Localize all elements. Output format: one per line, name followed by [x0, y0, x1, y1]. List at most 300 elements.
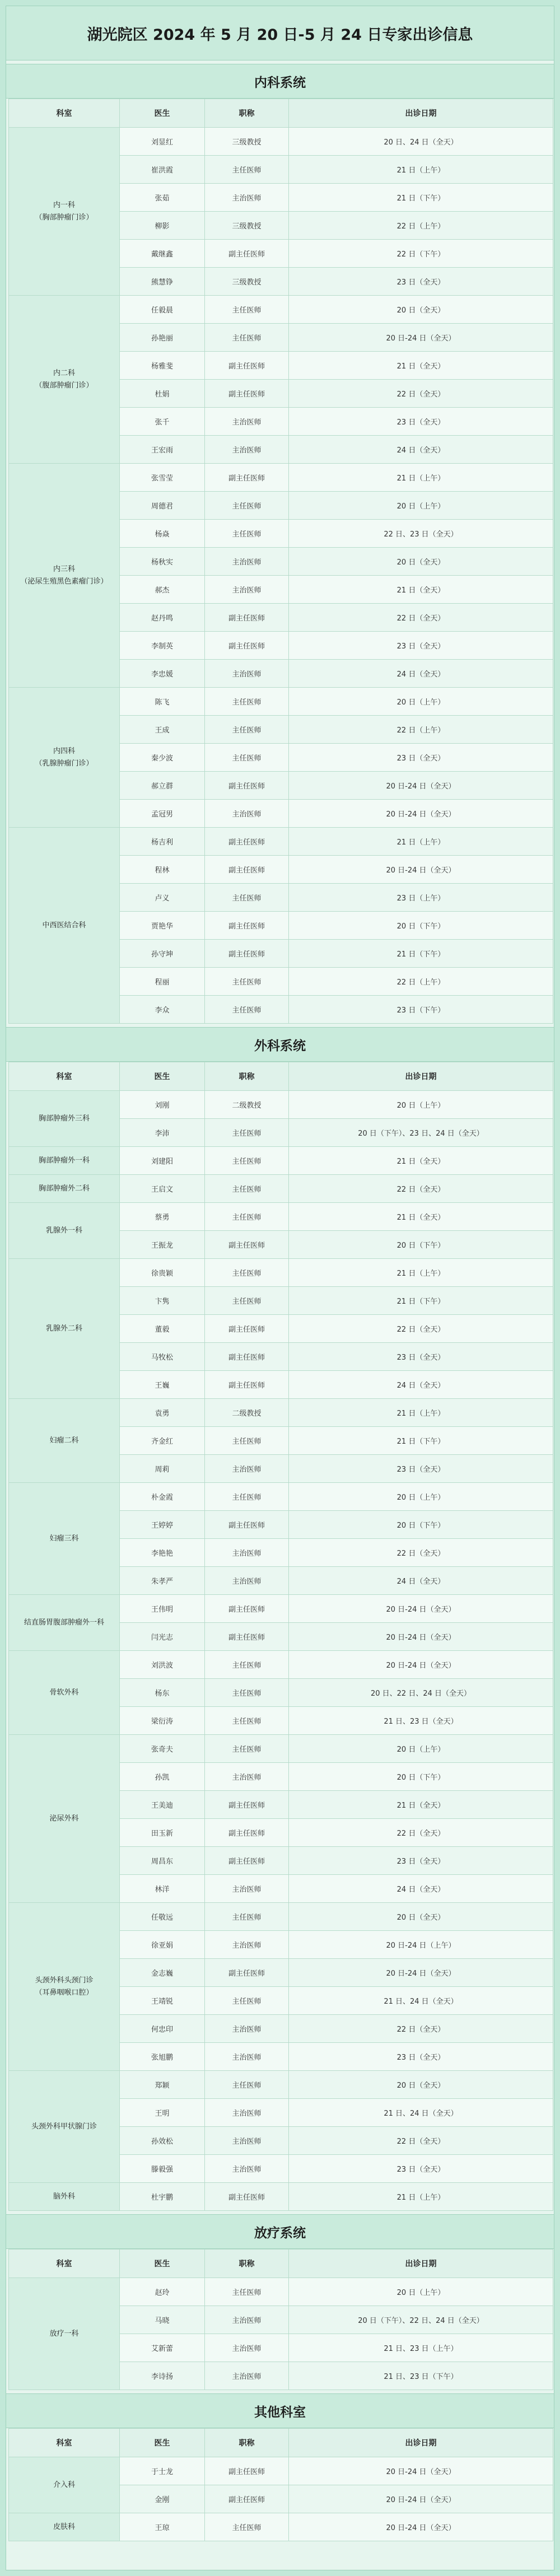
- clinic-dates: 21 日（上午）: [289, 828, 553, 856]
- doctor-title: 副主任医师: [205, 1847, 289, 1875]
- doctor-title: 主治医师: [205, 2099, 289, 2127]
- doctor-name: 朴金霞: [120, 1483, 205, 1511]
- department-cell: [9, 296, 120, 464]
- doctor-name: 卞隽: [120, 1287, 205, 1315]
- table-row: [9, 1147, 553, 1175]
- schedule-table: [8, 99, 553, 1024]
- doctor-title: 副主任医师: [205, 856, 289, 884]
- doctor-title: 副主任医师: [205, 464, 289, 492]
- doctor-title: 副主任医师: [205, 1595, 289, 1623]
- doctor-name: 任毅晨: [120, 296, 205, 324]
- doctor-name: 王靖锐: [120, 1987, 205, 2015]
- clinic-dates: 20 日（下午）、22 日、24 日（全天）: [289, 2306, 553, 2334]
- clinic-dates: 20 日（下午）: [289, 912, 553, 940]
- department-cell: [9, 1651, 120, 1735]
- header-title: 职称: [205, 99, 289, 128]
- doctor-name: 王婷婷: [120, 1511, 205, 1539]
- department-cell: [9, 1903, 120, 2071]
- clinic-dates: 21 日、24 日（全天）: [289, 2099, 553, 2127]
- header-doctor: 医生: [120, 2429, 205, 2457]
- doctor-name: 马牧松: [120, 1343, 205, 1371]
- doctor-name: 周昌东: [120, 1847, 205, 1875]
- doctor-title: 主任医师: [205, 968, 289, 996]
- table-row: [9, 1175, 553, 1203]
- department-cell: [9, 2278, 120, 2390]
- clinic-dates: 23 日（全天）: [289, 268, 553, 296]
- doctor-name: 刘洪波: [120, 1651, 205, 1679]
- clinic-dates: 20 日（全天）: [289, 548, 553, 576]
- doctor-name: 孙守坤: [120, 940, 205, 968]
- doctor-title: 主治医师: [205, 548, 289, 576]
- doctor-name: 孟冠男: [120, 800, 205, 828]
- table-row: [9, 2513, 553, 2541]
- department-name-line: 头颈外科甲状腺门诊: [31, 2122, 97, 2131]
- clinic-dates: 20 日-24 日（全天）: [289, 1651, 553, 1679]
- header-dates: 出诊日期: [289, 2250, 553, 2278]
- clinic-dates: 23 日（全天）: [289, 2155, 553, 2183]
- doctor-title: 副主任医师: [205, 1791, 289, 1819]
- doctor-name: 孙艳丽: [120, 324, 205, 352]
- table-header-row: [9, 2250, 553, 2278]
- doctor-name: 秦少波: [120, 744, 205, 772]
- doctor-title: 主任医师: [205, 492, 289, 520]
- clinic-dates: 21 日（上午）: [289, 1399, 553, 1427]
- doctor-title: 主治医师: [205, 1567, 289, 1595]
- doctor-title: 主任医师: [205, 744, 289, 772]
- header-title: 职称: [205, 2429, 289, 2457]
- doctor-name: 袁勇: [120, 1399, 205, 1427]
- header-dates: 出诊日期: [289, 1062, 553, 1091]
- clinic-dates: 21 日、23 日（上午）: [289, 2334, 553, 2362]
- clinic-dates: 22 日（上午）: [289, 968, 553, 996]
- department-name-line: （乳腺肿瘤门诊）: [35, 759, 94, 768]
- doctor-title: 主治医师: [205, 1875, 289, 1903]
- doctor-title: 副主任医师: [205, 1315, 289, 1343]
- doctor-name: 何忠印: [120, 2015, 205, 2043]
- department-cell: [9, 464, 120, 688]
- doctor-name: 郑颖: [120, 2071, 205, 2099]
- doctor-name: 王琼: [120, 2513, 205, 2541]
- table-row: [9, 128, 553, 156]
- doctor-name: 徐亚娟: [120, 1931, 205, 1959]
- doctor-title: 副主任医师: [205, 1371, 289, 1399]
- doctor-title: 主治医师: [205, 576, 289, 604]
- clinic-dates: 20 日（下午）: [289, 1763, 553, 1791]
- department-cell: [9, 1259, 120, 1399]
- doctor-title: 主任医师: [205, 2071, 289, 2099]
- table-row: [9, 2183, 553, 2211]
- schedule-page: [6, 6, 554, 2570]
- section-heading: 放疗系统: [6, 2214, 554, 2249]
- clinic-dates: 20 日（全天）: [289, 2071, 553, 2099]
- clinic-dates: 21 日（下午）: [289, 1427, 553, 1455]
- clinic-dates: 23 日（全天）: [289, 744, 553, 772]
- header-title: 职称: [205, 1062, 289, 1091]
- doctor-title: 主任医师: [205, 1679, 289, 1707]
- doctor-title: 主任医师: [205, 1987, 289, 2015]
- table-row: [9, 1651, 553, 1679]
- doctor-name: 王明: [120, 2099, 205, 2127]
- clinic-dates: 24 日（全天）: [289, 436, 553, 464]
- doctor-title: 主任医师: [205, 884, 289, 912]
- sections-container: [6, 64, 554, 2541]
- clinic-dates: 20 日-24 日（全天）: [289, 1623, 553, 1651]
- clinic-dates: 23 日（全天）: [289, 1847, 553, 1875]
- clinic-dates: 21 日（上午）: [289, 464, 553, 492]
- table-row: [9, 1735, 553, 1763]
- doctor-title: 副主任医师: [205, 632, 289, 660]
- table-row: [9, 1903, 553, 1931]
- doctor-name: 程丽: [120, 968, 205, 996]
- doctor-name: 王成: [120, 716, 205, 744]
- clinic-dates: 22 日（全天）: [289, 1539, 553, 1567]
- clinic-dates: 24 日（全天）: [289, 1371, 553, 1399]
- clinic-dates: 20 日-24 日（全天）: [289, 800, 553, 828]
- department-cell: [9, 1483, 120, 1595]
- clinic-dates: 23 日（全天）: [289, 632, 553, 660]
- doctor-name: 李制英: [120, 632, 205, 660]
- doctor-title: 主任医师: [205, 1483, 289, 1511]
- table-row: [9, 464, 553, 492]
- clinic-dates: 22 日、23 日（全天）: [289, 520, 553, 548]
- table-row: [9, 2278, 553, 2306]
- clinic-dates: 20 日、22 日、24 日（全天）: [289, 1679, 553, 1707]
- doctor-name: 梁衍涛: [120, 1707, 205, 1735]
- header-department: 科室: [9, 1062, 120, 1091]
- doctor-name: 林洋: [120, 1875, 205, 1903]
- table-header-row: [9, 99, 553, 128]
- doctor-title: 二级教授: [205, 1399, 289, 1427]
- clinic-dates: 23 日（下午）: [289, 996, 553, 1024]
- department-name-line: 胸部肿瘤外一科: [38, 1156, 90, 1165]
- clinic-dates: 21 日（全天）: [289, 1791, 553, 1819]
- doctor-title: 主治医师: [205, 2015, 289, 2043]
- doctor-name: 李忠媛: [120, 660, 205, 688]
- table-row: [9, 1091, 553, 1119]
- department-name-line: 皮肤科: [53, 2522, 75, 2531]
- doctor-name: 杜娟: [120, 380, 205, 408]
- clinic-dates: 20 日（下午）: [289, 1511, 553, 1539]
- department-cell: [9, 688, 120, 828]
- doctor-title: 二级教授: [205, 1091, 289, 1119]
- department-name-line: 内二科: [53, 368, 75, 377]
- table-row: [9, 2071, 553, 2099]
- doctor-title: 副主任医师: [205, 1819, 289, 1847]
- doctor-name: 董毅: [120, 1315, 205, 1343]
- department-name-line: （耳鼻咽喉口腔）: [35, 1988, 94, 1997]
- schedule-table: [8, 2249, 553, 2390]
- department-name-line: （胸部肿瘤门诊）: [35, 213, 94, 222]
- department-cell: [9, 1595, 120, 1651]
- clinic-dates: 22 日（全天）: [289, 1175, 553, 1203]
- department-cell: [9, 1203, 120, 1259]
- clinic-dates: 20 日-24 日（全天）: [289, 2457, 553, 2485]
- doctor-title: 主治医师: [205, 1455, 289, 1483]
- department-name-line: 结直肠胃腹部肿瘤外一科: [24, 1618, 104, 1627]
- header-title: 职称: [205, 2250, 289, 2278]
- doctor-title: 主任医师: [205, 1175, 289, 1203]
- department-cell: [9, 1175, 120, 1203]
- department-name-line: 内三科: [53, 564, 75, 573]
- doctor-name: 朱孝严: [120, 1567, 205, 1595]
- clinic-dates: 20 日、24 日（全天）: [289, 128, 553, 156]
- department-name-line: 乳腺外二科: [45, 1324, 82, 1333]
- table-row: [9, 1259, 553, 1287]
- doctor-name: 张奇夫: [120, 1735, 205, 1763]
- doctor-title: 主治医师: [205, 436, 289, 464]
- clinic-dates: 20 日（上午）: [289, 688, 553, 716]
- doctor-name: 杨秋实: [120, 548, 205, 576]
- clinic-dates: 21 日（下午）: [289, 940, 553, 968]
- doctor-title: 主治医师: [205, 408, 289, 436]
- department-name-line: 泌尿外科: [49, 1814, 79, 1823]
- doctor-name: 徐贵颖: [120, 1259, 205, 1287]
- department-cell: [9, 828, 120, 1024]
- clinic-dates: 20 日（下午）: [289, 1231, 553, 1259]
- doctor-name: 刘显红: [120, 128, 205, 156]
- doctor-name: 陈飞: [120, 688, 205, 716]
- doctor-name: 周德君: [120, 492, 205, 520]
- clinic-dates: 20 日（上午）: [289, 2278, 553, 2306]
- doctor-name: 崔洪霞: [120, 156, 205, 184]
- doctor-name: 王伟明: [120, 1595, 205, 1623]
- doctor-name: 刘建阳: [120, 1147, 205, 1175]
- department-name-line: 放疗一科: [49, 2329, 79, 2338]
- doctor-title: 主治医师: [205, 1931, 289, 1959]
- clinic-dates: 21 日（下午）: [289, 1287, 553, 1315]
- department-cell: [9, 2457, 120, 2513]
- doctor-title: 副主任医师: [205, 352, 289, 380]
- clinic-dates: 22 日（全天）: [289, 2127, 553, 2155]
- header-doctor: 医生: [120, 99, 205, 128]
- clinic-dates: 20 日-24 日（全天）: [289, 1595, 553, 1623]
- doctor-name: 李艳艳: [120, 1539, 205, 1567]
- doctor-name: 于士龙: [120, 2457, 205, 2485]
- department-name-line: 内一科: [53, 200, 75, 209]
- department-name-line: 中西医结合科: [42, 921, 86, 930]
- doctor-name: 张千: [120, 408, 205, 436]
- doctor-name: 杜宇鹏: [120, 2183, 205, 2211]
- table-row: [9, 828, 553, 856]
- doctor-name: 张雪莹: [120, 464, 205, 492]
- clinic-dates: 21 日、23 日（下午）: [289, 2362, 553, 2390]
- table-header-row: [9, 2429, 553, 2457]
- doctor-name: 滕毅强: [120, 2155, 205, 2183]
- doctor-title: 三级教授: [205, 212, 289, 240]
- clinic-dates: 21 日（上午）: [289, 156, 553, 184]
- doctor-name: 闫光志: [120, 1623, 205, 1651]
- doctor-name: 李沛: [120, 1119, 205, 1147]
- clinic-dates: 20 日-24 日（全天）: [289, 856, 553, 884]
- doctor-name: 金志巍: [120, 1959, 205, 1987]
- doctor-title: 主治医师: [205, 1763, 289, 1791]
- table-row: [9, 1399, 553, 1427]
- clinic-dates: 20 日-24 日（全天）: [289, 772, 553, 800]
- doctor-name: 赵玲: [120, 2278, 205, 2306]
- doctor-name: 程林: [120, 856, 205, 884]
- department-name-line: 介入科: [53, 2480, 75, 2489]
- department-name-line: （腹部肿瘤门诊）: [35, 381, 94, 390]
- header-dates: 出诊日期: [289, 2429, 553, 2457]
- doctor-name: 杨吉利: [120, 828, 205, 856]
- doctor-title: 主任医师: [205, 1707, 289, 1735]
- doctor-title: 主任医师: [205, 324, 289, 352]
- table-row: [9, 2457, 553, 2485]
- department-cell: [9, 128, 120, 296]
- doctor-title: 主治医师: [205, 1539, 289, 1567]
- department-name-line: 乳腺外一科: [45, 1226, 82, 1235]
- doctor-title: 主治医师: [205, 2155, 289, 2183]
- doctor-name: 柳影: [120, 212, 205, 240]
- department-name-line: 骨软外科: [49, 1688, 79, 1697]
- clinic-dates: 21 日（全天）: [289, 352, 553, 380]
- doctor-title: 主治医师: [205, 2306, 289, 2334]
- clinic-dates: 24 日（全天）: [289, 660, 553, 688]
- clinic-dates: 22 日（下午）: [289, 240, 553, 268]
- clinic-dates: 20 日-24 日（全天）: [289, 2513, 553, 2541]
- doctor-name: 李众: [120, 996, 205, 1024]
- doctor-name: 王启文: [120, 1175, 205, 1203]
- clinic-dates: 21 日、23 日（全天）: [289, 1707, 553, 1735]
- section-heading: 内科系统: [6, 64, 554, 99]
- doctor-name: 王宏雨: [120, 436, 205, 464]
- doctor-name: 孙凯: [120, 1763, 205, 1791]
- doctor-title: 主任医师: [205, 520, 289, 548]
- doctor-name: 张旭鹏: [120, 2043, 205, 2071]
- department-cell: [9, 1399, 120, 1483]
- doctor-title: 主治医师: [205, 2334, 289, 2362]
- doctor-title: 主任医师: [205, 1903, 289, 1931]
- clinic-dates: 22 日（全天）: [289, 1315, 553, 1343]
- doctor-name: 王美迪: [120, 1791, 205, 1819]
- clinic-dates: 20 日（上午）: [289, 492, 553, 520]
- doctor-title: 三级教授: [205, 268, 289, 296]
- doctor-name: 郝杰: [120, 576, 205, 604]
- doctor-name: 熊慧铮: [120, 268, 205, 296]
- table-header-row: [9, 1062, 553, 1091]
- doctor-title: 主任医师: [205, 716, 289, 744]
- clinic-dates: 21 日（下午）: [289, 184, 553, 212]
- doctor-title: 副主任医师: [205, 1231, 289, 1259]
- clinic-dates: 21 日（全天）: [289, 1147, 553, 1175]
- clinic-dates: 20 日（全天）: [289, 296, 553, 324]
- clinic-dates: 21 日（上午）: [289, 2183, 553, 2211]
- doctor-title: 主治医师: [205, 184, 289, 212]
- doctor-name: 贾艳华: [120, 912, 205, 940]
- doctor-name: 戴继鑫: [120, 240, 205, 268]
- page-title: 湖光院区 2024 年 5 月 20 日-5 月 24 日专家出诊信息: [6, 6, 554, 60]
- doctor-title: 副主任医师: [205, 940, 289, 968]
- doctor-title: 三级教授: [205, 128, 289, 156]
- header-department: 科室: [9, 99, 120, 128]
- doctor-name: 齐金红: [120, 1427, 205, 1455]
- doctor-title: 副主任医师: [205, 912, 289, 940]
- doctor-name: 杨东: [120, 1679, 205, 1707]
- doctor-name: 艾新蕾: [120, 2334, 205, 2362]
- doctor-title: 副主任医师: [205, 1623, 289, 1651]
- doctor-name: 郝立群: [120, 772, 205, 800]
- clinic-dates: 20 日-24 日（上午）: [289, 1931, 553, 1959]
- doctor-title: 副主任医师: [205, 2183, 289, 2211]
- doctor-name: 马晓: [120, 2306, 205, 2334]
- doctor-title: 副主任医师: [205, 240, 289, 268]
- doctor-title: 副主任医师: [205, 604, 289, 632]
- schedule-table: [8, 2428, 553, 2541]
- doctor-name: 杨雅斐: [120, 352, 205, 380]
- clinic-dates: 21 日（上午）: [289, 1259, 553, 1287]
- doctor-title: 主任医师: [205, 996, 289, 1024]
- doctor-title: 主治医师: [205, 2127, 289, 2155]
- doctor-title: 主治医师: [205, 800, 289, 828]
- clinic-dates: 20 日-24 日（全天）: [289, 2485, 553, 2513]
- table-row: [9, 1203, 553, 1231]
- doctor-name: 刘刚: [120, 1091, 205, 1119]
- header-dates: 出诊日期: [289, 99, 553, 128]
- doctor-name: 张茹: [120, 184, 205, 212]
- clinic-dates: 20 日（上午）: [289, 1483, 553, 1511]
- header-department: 科室: [9, 2250, 120, 2278]
- department-name-line: （泌尿生殖黑色素瘤门诊）: [20, 577, 108, 586]
- department-name-line: 胸部肿瘤外三科: [38, 1114, 90, 1123]
- clinic-dates: 24 日（全天）: [289, 1875, 553, 1903]
- clinic-dates: 23 日（全天）: [289, 2043, 553, 2071]
- doctor-title: 主治医师: [205, 2362, 289, 2390]
- department-name-line: 妇瘤二科: [49, 1436, 79, 1445]
- doctor-title: 副主任医师: [205, 2485, 289, 2513]
- clinic-dates: 23 日（全天）: [289, 1455, 553, 1483]
- doctor-title: 副主任医师: [205, 772, 289, 800]
- doctor-name: 王巍: [120, 1371, 205, 1399]
- header-department: 科室: [9, 2429, 120, 2457]
- department-cell: [9, 1735, 120, 1903]
- doctor-title: 主治医师: [205, 2043, 289, 2071]
- doctor-title: 副主任医师: [205, 828, 289, 856]
- doctor-title: 主任医师: [205, 1259, 289, 1287]
- clinic-dates: 22 日（全天）: [289, 1819, 553, 1847]
- clinic-dates: 20 日（上午）: [289, 1091, 553, 1119]
- doctor-title: 副主任医师: [205, 380, 289, 408]
- clinic-dates: 20 日（上午）: [289, 1735, 553, 1763]
- header-doctor: 医生: [120, 1062, 205, 1091]
- doctor-name: 杨焱: [120, 520, 205, 548]
- clinic-dates: 23 日（全天）: [289, 1343, 553, 1371]
- department-cell: [9, 1147, 120, 1175]
- clinic-dates: 20 日-24 日（全天）: [289, 1959, 553, 1987]
- doctor-name: 任敬远: [120, 1903, 205, 1931]
- doctor-title: 主任医师: [205, 1651, 289, 1679]
- clinic-dates: 22 日（上午）: [289, 716, 553, 744]
- doctor-title: 主任医师: [205, 296, 289, 324]
- department-cell: [9, 2513, 120, 2541]
- doctor-name: 蔡勇: [120, 1203, 205, 1231]
- table-row: [9, 1595, 553, 1623]
- clinic-dates: 20 日-24 日（全天）: [289, 324, 553, 352]
- department-name-line: 头颈外科头颈门诊: [35, 1976, 94, 1985]
- doctor-name: 田玉新: [120, 1819, 205, 1847]
- clinic-dates: 22 日（全天）: [289, 380, 553, 408]
- doctor-name: 赵丹鸣: [120, 604, 205, 632]
- doctor-title: 主任医师: [205, 156, 289, 184]
- doctor-name: 李诗扬: [120, 2362, 205, 2390]
- department-name-line: 脑外科: [53, 2192, 75, 2201]
- doctor-title: 主任医师: [205, 2278, 289, 2306]
- clinic-dates: 23 日（上午）: [289, 884, 553, 912]
- doctor-title: 主任医师: [205, 2513, 289, 2541]
- clinic-dates: 20 日（下午）、23 日、24 日（全天）: [289, 1119, 553, 1147]
- doctor-title: 主任医师: [205, 688, 289, 716]
- clinic-dates: 22 日（上午）: [289, 212, 553, 240]
- department-name-line: 胸部肿瘤外二科: [38, 1184, 90, 1193]
